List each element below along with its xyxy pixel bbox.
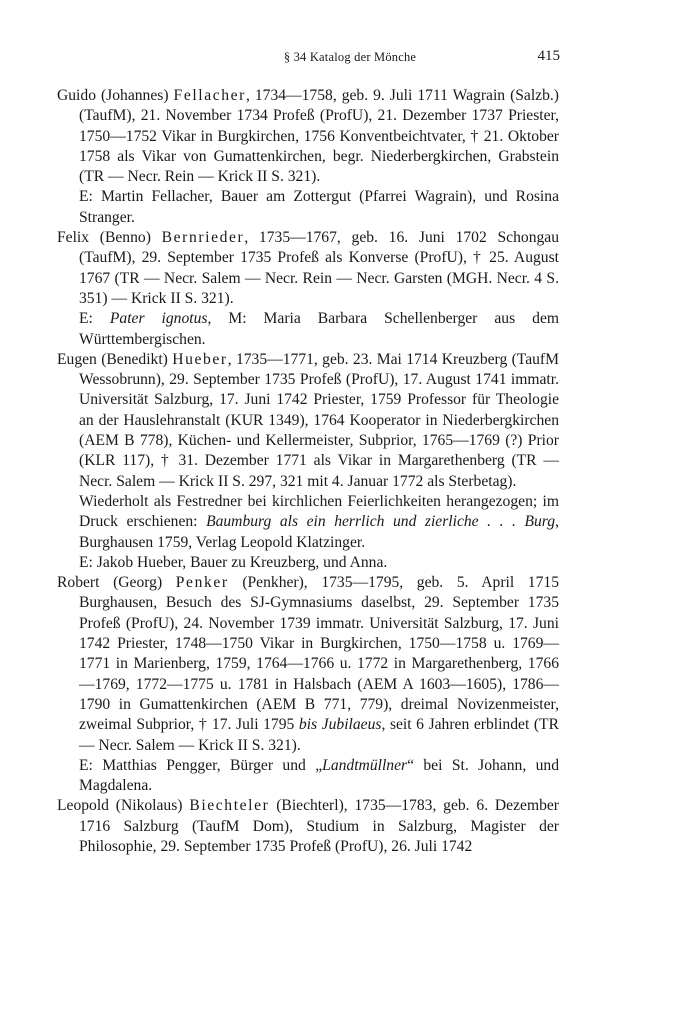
entry-text: , 1735—1767, geb. 16. Juni 1702 Schongau (TaufM), 29. September 1735 Profeß als Konverse (ProfU), † 25. August 1767 (TR — Necr. Salem — Necr. Rein — Necr. Garsten (MGH. Necr. 4 S. 351) — Krick II S. 321). bbox=[79, 229, 560, 307]
entry-italic: bis Jubilaeus bbox=[298, 716, 382, 734]
given-name: Guido bbox=[57, 87, 96, 104]
entry-paragraph bbox=[57, 86, 559, 187]
running-header-title: § 34 Katalog der Mönche bbox=[283, 50, 417, 64]
works-post: , Burghausen 1759, Verlag Leopold Klatzinger. bbox=[79, 513, 559, 551]
entry-text: , 1735—1771, geb. 23. Mai 1714 Kreuzberg (TaufM Wessobrunn), 29. September 1735 Profeß (ProfU), 17. August 1741 immatr. Universität Salzburg, 17. Juni 1742 Priester, 1759 Professor für Theologie an der Hauslehranstalt (KUR 1349), 1764 Kooperator in Niederbergkirchen (AEM B 778), Küchen- und Kellermeister, Subprior, 1765—1769 (?) Prior (KLR 117), † 31. Dezember 1771 als Vikar in Margarethenberg (TR — Necr. Salem — Krick II S. 297, 321 mit 4. Januar 1772 als Sterbetag). bbox=[79, 350, 559, 490]
entry-text: , 1735—1795, geb. 5. April 1715 Burghausen, Besuch des SJ-Gymnasiums daselbst, 29. September 1735 Profeß (ProfU), 24. November 1739 immatr. Universität Salzburg, 17. Juni 1742 Priester, 1748—1750 Vikar in Burgkirchen, 1750—1758 u. 1769—1771 in Marienberg, 1759, 1764—1766 u. 1772 in Margarethenberg, 1766—1769, 1772—1775 u. 1781 in Halsbach (AEM A 1603—1605), 1786—1790 in Gumattenkirchen (AEM B 771, 779), dreimal Novizenmeister, zweimal Subprior, † 17. Juli 1795 bbox=[79, 574, 559, 734]
entry-text: (Biechterl), 1735—1783, geb. 6. Dezember 1716 Salzburg (TaufM Dom), Studium in Salzburg, Magister der Philosophie, 29. September 1735 Profeß (ProfU), 26. Juli 1742 bbox=[79, 797, 559, 855]
given-name: Eugen bbox=[57, 350, 97, 368]
parents-post: “ bei St. Johann, und Magdalena. bbox=[79, 756, 560, 795]
catalog-entry-leopold bbox=[57, 796, 559, 857]
parents-line: E: Jakob Hueber, Bauer zu Kreuzberg, und Anna. bbox=[79, 553, 388, 571]
surname-variant: (Penkher) bbox=[242, 574, 304, 592]
catalog-entry-eugen bbox=[57, 350, 559, 573]
surname: Fellacher bbox=[173, 87, 246, 104]
catalog-body bbox=[57, 86, 559, 857]
catalog-entry-felix bbox=[57, 228, 559, 350]
entry-paragraph bbox=[57, 796, 559, 857]
entry-paragraph bbox=[57, 350, 559, 492]
religious-name: (Georg) bbox=[113, 574, 163, 592]
entry-paragraph bbox=[57, 228, 559, 309]
works-title: Baumburg als ein herrlich und zierliche . . . Burg bbox=[206, 513, 556, 531]
parents-line bbox=[57, 756, 559, 797]
given-name: Felix bbox=[57, 229, 90, 247]
page-number: 415 bbox=[537, 48, 560, 64]
parents-italic: Landtmüllner bbox=[322, 756, 408, 774]
given-name: Robert bbox=[57, 574, 100, 592]
parents-line bbox=[57, 309, 559, 350]
religious-name: (Johannes) bbox=[100, 87, 169, 104]
religious-name: (Benedikt) bbox=[101, 350, 168, 368]
parents-prefix: E: bbox=[79, 310, 110, 328]
running-header bbox=[0, 48, 700, 68]
surname: Hueber bbox=[172, 350, 228, 368]
religious-name: (Nikolaus) bbox=[115, 797, 183, 815]
surname: Bernrieder bbox=[161, 229, 245, 247]
surname: Biechteler bbox=[189, 797, 270, 815]
religious-name: (Benno) bbox=[99, 229, 151, 247]
entry-text: , 1734—1758, geb. 9. Juli 1711 Wagrain (Salzb.) (TaufM), 21. November 1734 Profeß (ProfU), 21. Dezember 1737 Priester, 1750—1752 Vikar in Burgkirchen, 1756 Konventbeichtvater, † 21. Oktober 1758 als Vikar von Gumattenkirchen, begr. Niederbergkirchen, Grabstein (TR — Necr. Rein — Krick II S. 321). bbox=[79, 87, 559, 186]
catalog-entry-robert bbox=[57, 573, 559, 796]
given-name: Leopold bbox=[57, 797, 109, 815]
works-line bbox=[57, 492, 559, 553]
works-pre: Wiederholt als Festredner bei kirchlichen Feierlichkeiten herangezogen; im Druck erschienen: bbox=[79, 492, 559, 531]
parents-line: E: Martin Fellacher, Bauer am Zottergut (Pfarrei Wagrain), und Rosina Stranger. bbox=[79, 188, 559, 226]
parents-italic: Pater ignotus bbox=[109, 310, 208, 328]
catalog-entry-guido bbox=[57, 86, 559, 228]
entry-text-cont: , seit 6 Jahren erblindet (TR — Necr. Salem — Krick II S. 321). bbox=[79, 716, 559, 754]
entry-paragraph bbox=[57, 573, 559, 756]
surname: Penker bbox=[175, 574, 229, 592]
parents-rest: , M: Maria Barbara Schellenberger aus dem Württembergischen. bbox=[79, 310, 560, 348]
parents-pre: E: Matthias Pengger, Bürger und „ bbox=[79, 756, 323, 774]
